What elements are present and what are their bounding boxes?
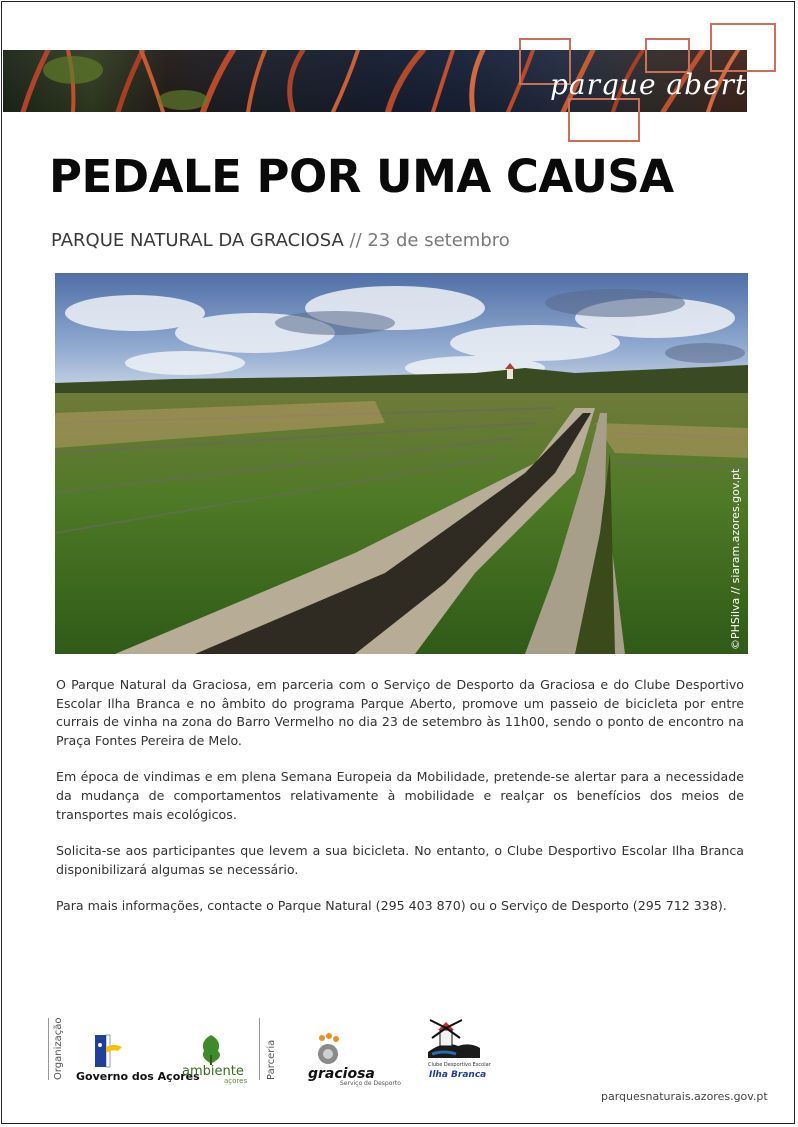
partnership-label: Parceria: [266, 1039, 277, 1080]
graciosa-logo: graciosa: [308, 1066, 375, 1082]
paragraph: O Parque Natural da Graciosa, em parceria com o Serviço de Desporto da Graciosa e do Clube Desportivo Escolar Ilha Branca e no âmbito do programa Parque Aberto, promove um passeio de bicicleta por entre currais de vinha na zona do Barro Vermelho no dia 23 de setembro às 11h00, sendo o ponto de encontro na Praça Fontes Pereira de Melo.: [56, 677, 744, 748]
ilha-branca-logo: Ilha Branca: [429, 1070, 487, 1080]
paragraph: Em época de vindimas e em plena Semana Europeia da Mobilidade, pretende-se alertar para a necessidade da mudança de comportamentos relativamente à mobilidade e realçar os benefícios dos meios de transportes mais ecológicos.: [56, 769, 744, 822]
landscape-illustration: [55, 273, 748, 654]
subtitle-separator: //: [343, 230, 368, 251]
divider: [259, 1018, 260, 1080]
parque-aberto-logo: parque aberto: [550, 68, 766, 101]
ambiente-sub: açores: [224, 1077, 248, 1085]
divider: [48, 1018, 49, 1080]
photo-credit: ©PHSilva // siaram.azores.gov.pt: [729, 468, 742, 650]
landscape-photo: [55, 273, 748, 654]
subtitle-date: 23 de setembro: [367, 230, 510, 251]
paragraph: Solicita-se aos participantes que levem a sua bicicleta. No entanto, o Clube Desportivo Escolar Ilha Branca disponibilizará algumas se necessário.: [56, 843, 744, 877]
ambiente-tree-icon: [198, 1033, 224, 1067]
ambiente-logo: ambiente: [182, 1064, 244, 1079]
governo-acores-emblem-icon: [92, 1033, 126, 1069]
footer-url[interactable]: parquesnaturais.azores.gov.pt: [601, 1090, 768, 1103]
banner-deco-box: [568, 98, 640, 142]
page-title: PEDALE POR UMA CAUSA: [49, 150, 674, 203]
governo-acores-logo: Governo dos Açores: [76, 1070, 200, 1083]
ilha-branca-windmill-icon: [424, 1018, 482, 1060]
page-subtitle: [51, 230, 510, 251]
organization-label: Organização: [53, 1017, 64, 1080]
body-text: [56, 676, 744, 934]
paragraph: Para mais informações, contacte o Parque Natural (295 403 870) ou o Serviço de Desporto (295 712 338).: [56, 898, 727, 914]
graciosa-sub: Serviço de Desporto: [340, 1080, 401, 1087]
banner-deco-box: [710, 23, 776, 72]
graciosa-emblem-icon: [314, 1032, 346, 1066]
clube-sub: Clube Desportivo Escolar: [428, 1062, 491, 1068]
subtitle-location: PARQUE NATURAL DA GRACIOSA: [51, 230, 344, 251]
